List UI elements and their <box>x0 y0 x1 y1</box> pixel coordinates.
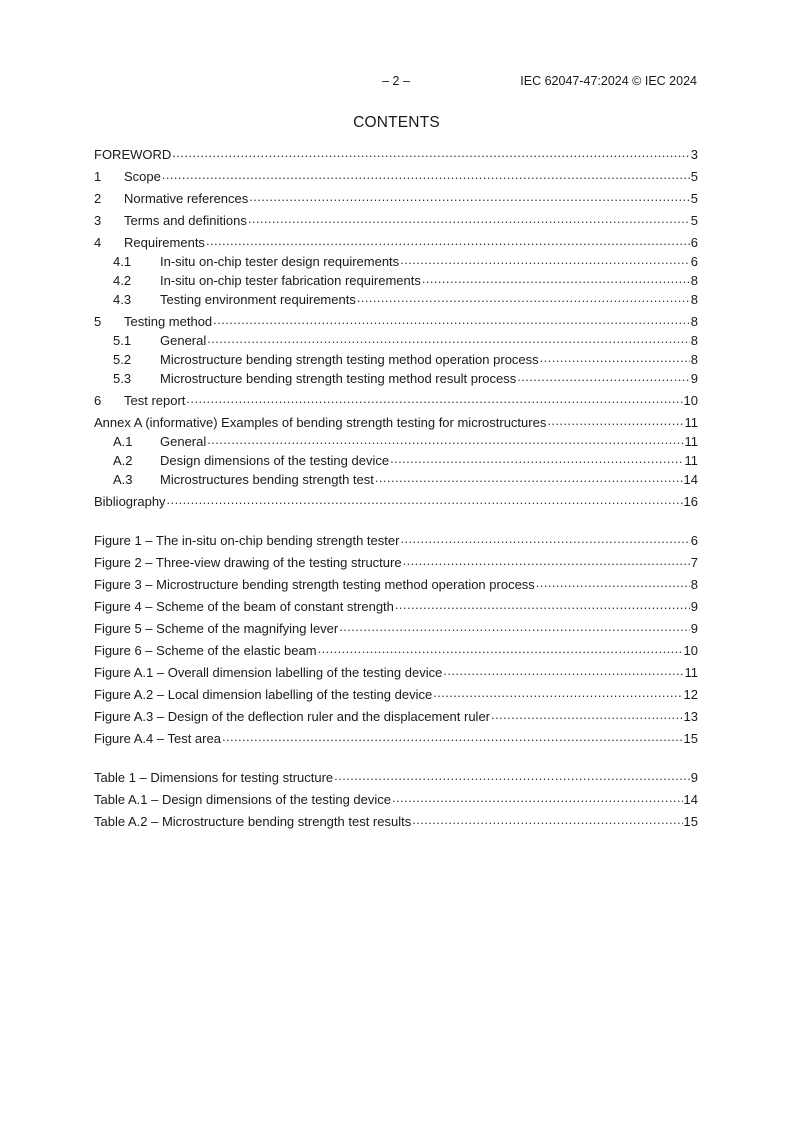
entry-title: Figure 6 – Scheme of the elastic beam <box>94 643 317 658</box>
figure-entry[interactable] <box>94 685 698 703</box>
entry-title: Figure 3 – Microstructure bending strength testing method operation process <box>94 577 535 592</box>
entry-page: 3 <box>690 147 698 162</box>
figure-entry[interactable] <box>94 619 698 637</box>
dot-leader <box>375 470 683 484</box>
dot-leader <box>207 331 690 345</box>
entry-page: 11 <box>684 434 698 449</box>
entry-page: 8 <box>690 352 698 367</box>
entry-title: Figure A.1 – Overall dimension labelling of the testing device <box>94 665 443 680</box>
entry-page: 9 <box>690 770 698 785</box>
page-number: – 2 – <box>382 74 410 88</box>
entry-title: Figure A.3 – Design of the deflection ruler and the displacement ruler <box>94 709 491 724</box>
entry-title: Figure 5 – Scheme of the magnifying lever <box>94 621 339 636</box>
toc-entry[interactable] <box>94 432 698 450</box>
entry-page: 11 <box>684 415 698 430</box>
entry-page: 6 <box>690 533 698 548</box>
figure-entry[interactable] <box>94 663 698 681</box>
dot-leader <box>491 707 683 721</box>
entry-page: 8 <box>690 292 698 307</box>
dot-leader <box>412 812 682 826</box>
entry-page: 11 <box>684 453 698 468</box>
entry-title: Scope <box>124 169 161 184</box>
toc-entry[interactable] <box>94 470 698 488</box>
entry-title: Testing method <box>124 314 213 329</box>
dot-leader <box>207 432 683 446</box>
entry-page: 5 <box>690 213 698 228</box>
entry-page: 5 <box>690 191 698 206</box>
entry-title: Table A.2 – Microstructure bending strength test results <box>94 814 412 829</box>
dot-leader <box>248 211 690 225</box>
entry-page: 14 <box>683 792 698 807</box>
entry-number: 2 <box>94 191 102 206</box>
table-entry[interactable] <box>94 812 698 830</box>
dot-leader <box>318 641 683 655</box>
entry-page: 9 <box>690 599 698 614</box>
entry-page: 6 <box>690 235 698 250</box>
entry-title: Table 1 – Dimensions for testing structure <box>94 770 334 785</box>
entry-page: 9 <box>690 371 698 386</box>
toc-entry[interactable] <box>94 331 698 349</box>
figure-entry[interactable] <box>94 707 698 725</box>
page-title: CONTENTS <box>353 114 440 131</box>
toc-entry[interactable] <box>94 211 698 229</box>
entry-title: FOREWORD <box>94 147 172 162</box>
entry-title: Test report <box>124 393 186 408</box>
entry-number: 4.3 <box>113 292 132 307</box>
entry-title: In-situ on-chip tester fabrication requirements <box>160 273 421 288</box>
dot-leader <box>172 145 689 159</box>
dot-leader <box>339 619 690 633</box>
toc-entry[interactable] <box>94 145 698 163</box>
toc-entry[interactable] <box>94 492 698 510</box>
toc-entry[interactable] <box>94 350 698 368</box>
entry-title: Table A.1 – Design dimensions of the testing device <box>94 792 392 807</box>
entry-page: 8 <box>690 273 698 288</box>
entry-title: Figure 2 – Three-view drawing of the testing structure <box>94 555 402 570</box>
entry-number: 6 <box>94 393 102 408</box>
entry-title: Figure A.2 – Local dimension labelling of the testing device <box>94 687 433 702</box>
entry-title: Microstructures bending strength test <box>160 472 374 487</box>
entry-number: 3 <box>94 213 102 228</box>
dot-leader <box>395 597 690 611</box>
table-of-contents <box>94 145 698 830</box>
entry-number: 4.2 <box>113 273 132 288</box>
entry-title: General <box>160 434 207 449</box>
dot-leader <box>206 233 690 247</box>
entry-page: 8 <box>690 577 698 592</box>
figure-entry[interactable] <box>94 531 698 549</box>
dot-leader <box>400 252 690 266</box>
entry-number: A.1 <box>113 434 133 449</box>
entry-page: 9 <box>690 621 698 636</box>
figure-entry[interactable] <box>94 575 698 593</box>
entry-page: 6 <box>690 254 698 269</box>
entry-number: 1 <box>94 169 102 184</box>
dot-leader <box>403 553 690 567</box>
entry-title: Bibliography <box>94 494 166 509</box>
entry-number: 5.1 <box>113 333 132 348</box>
entry-number: A.2 <box>113 453 133 468</box>
entry-number: 4.1 <box>113 254 132 269</box>
entry-page: 14 <box>683 472 698 487</box>
dot-leader <box>547 413 683 427</box>
entry-number: 5 <box>94 314 102 329</box>
entry-page: 8 <box>690 314 698 329</box>
toc-entry[interactable] <box>94 369 698 387</box>
table-entry[interactable] <box>94 768 698 786</box>
entry-page: 5 <box>690 169 698 184</box>
dot-leader <box>186 391 682 405</box>
dot-leader <box>536 575 690 589</box>
toc-entry[interactable] <box>94 312 698 330</box>
table-entry[interactable] <box>94 790 698 808</box>
page-header <box>0 74 793 92</box>
entry-title: Figure A.4 – Test area <box>94 731 221 746</box>
figure-entry[interactable] <box>94 729 698 747</box>
entry-number: 5.2 <box>113 352 132 367</box>
toc-entry[interactable] <box>94 271 698 289</box>
toc-entry[interactable] <box>94 189 698 207</box>
entry-title: Annex A (informative) Examples of bending strength testing for microstructures <box>94 415 547 430</box>
toc-entry[interactable] <box>94 391 698 409</box>
dot-leader <box>517 369 690 383</box>
entry-number: 5.3 <box>113 371 132 386</box>
toc-entry[interactable] <box>94 167 698 185</box>
entry-title: Figure 4 – Scheme of the beam of constant strength <box>94 599 394 614</box>
entry-title: General <box>160 333 207 348</box>
entry-page: 10 <box>683 393 698 408</box>
entry-title: In-situ on-chip tester design requirements <box>160 254 400 269</box>
dot-leader <box>357 290 690 304</box>
toc-entry[interactable] <box>94 413 698 431</box>
dot-leader <box>443 663 683 677</box>
dot-leader <box>162 167 690 181</box>
entry-title: Terms and definitions <box>124 213 247 228</box>
toc-entry[interactable] <box>94 233 698 251</box>
entry-title: Figure 1 – The in-situ on-chip bending strength tester <box>94 533 400 548</box>
dot-leader <box>433 685 682 699</box>
entry-page: 13 <box>683 709 698 724</box>
toc-entry[interactable] <box>94 290 698 308</box>
entry-title: Testing environment requirements <box>160 292 356 307</box>
document-id: IEC 62047-47:2024 © IEC 2024 <box>520 74 697 88</box>
entry-page: 11 <box>684 665 698 680</box>
entry-title: Microstructure bending strength testing method operation process <box>160 352 539 367</box>
figure-entry[interactable] <box>94 597 698 615</box>
dot-leader <box>400 531 689 545</box>
entry-title: Requirements <box>124 235 205 250</box>
entry-title: Microstructure bending strength testing method result process <box>160 371 517 386</box>
entry-page: 10 <box>683 643 698 658</box>
entry-number: 4 <box>94 235 102 250</box>
dot-leader <box>222 729 683 743</box>
entry-number: A.3 <box>113 472 133 487</box>
entry-title: Design dimensions of the testing device <box>160 453 390 468</box>
dot-leader <box>390 451 683 465</box>
figure-entry[interactable] <box>94 641 698 659</box>
toc-entry[interactable] <box>94 252 698 270</box>
toc-entry[interactable] <box>94 451 698 469</box>
dot-leader <box>167 492 683 506</box>
entry-page: 8 <box>690 333 698 348</box>
dot-leader <box>249 189 689 203</box>
dot-leader <box>213 312 690 326</box>
dot-leader <box>540 350 690 364</box>
dot-leader <box>392 790 683 804</box>
entry-page: 15 <box>683 731 698 746</box>
entry-page: 7 <box>690 555 698 570</box>
dot-leader <box>422 271 690 285</box>
entry-page: 16 <box>683 494 698 509</box>
entry-title: Normative references <box>124 191 249 206</box>
dot-leader <box>334 768 690 782</box>
entry-page: 12 <box>683 687 698 702</box>
entry-page: 15 <box>683 814 698 829</box>
figure-entry[interactable] <box>94 553 698 571</box>
